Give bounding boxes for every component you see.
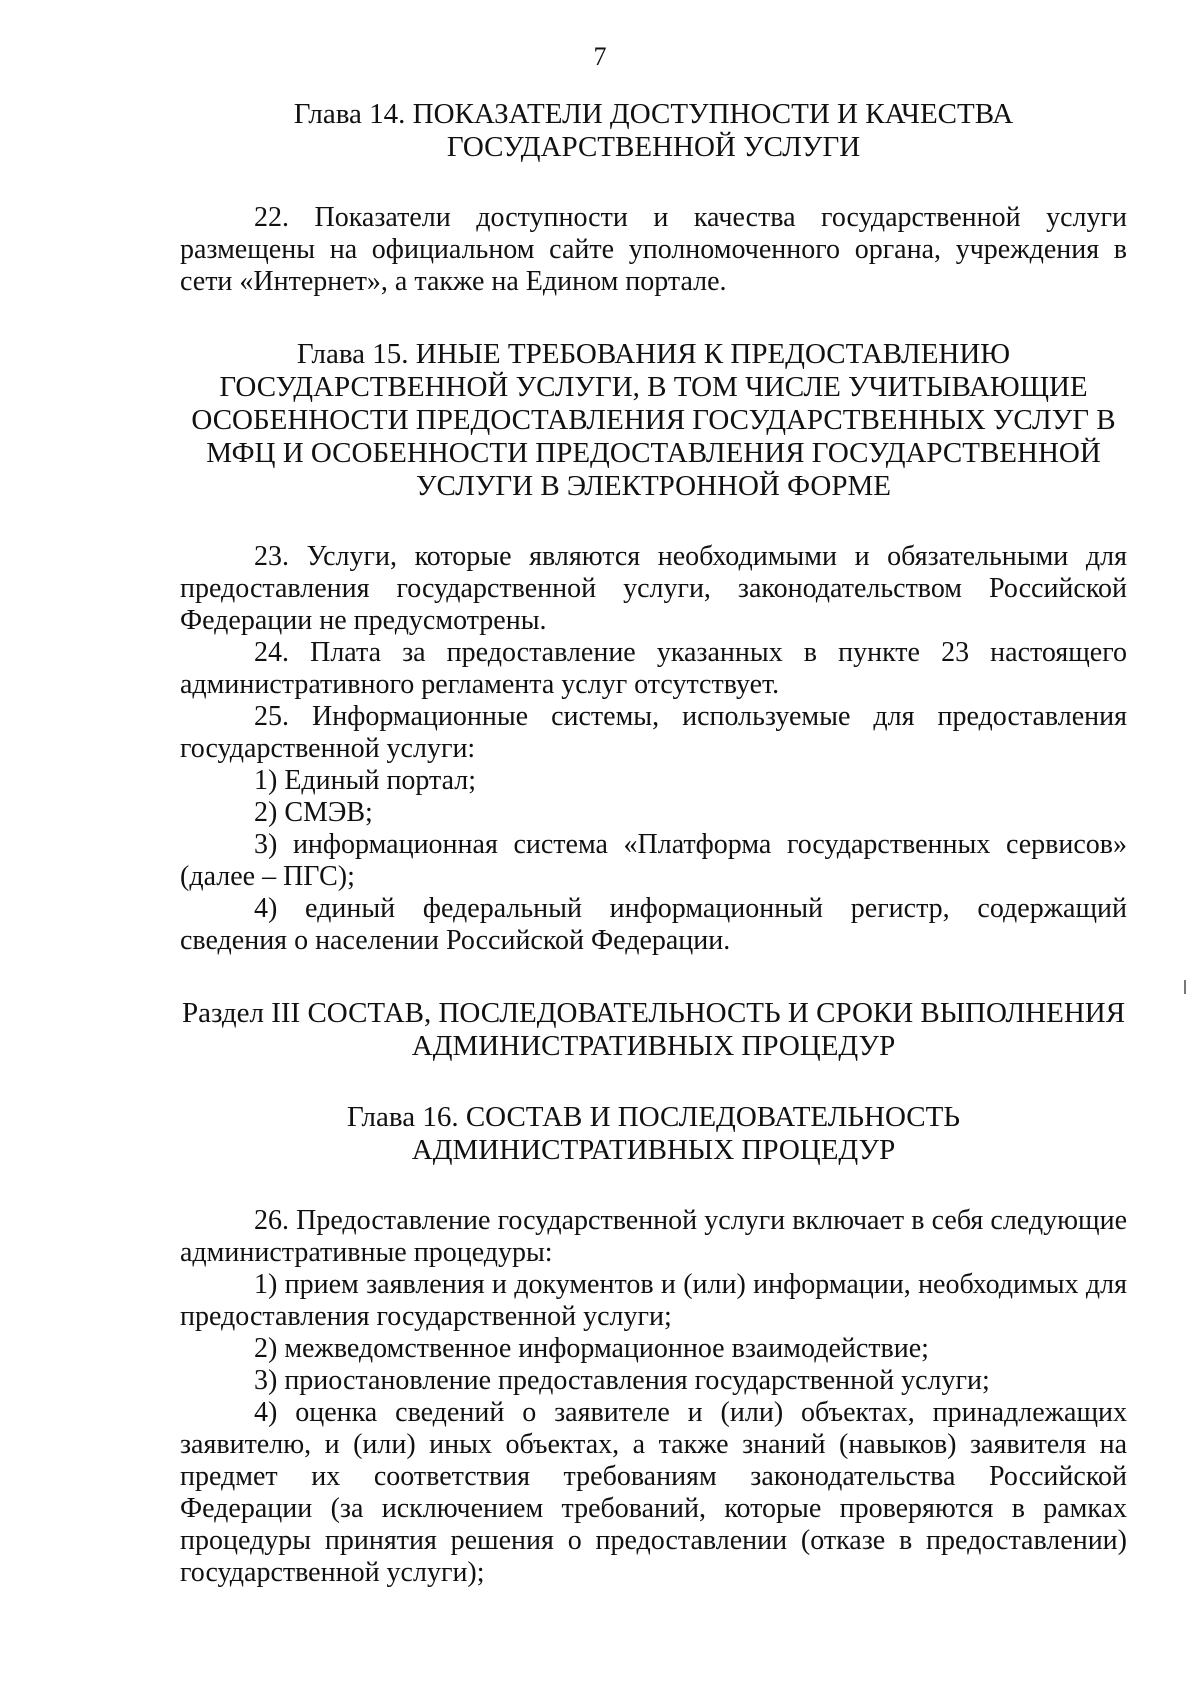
heading-line: ОСОБЕННОСТИ ПРЕДОСТАВЛЕНИЯ ГОСУДАРСТВЕННЫХ УСЛУГ В: [191, 404, 1116, 436]
list-item: 2) СМЭВ;: [254, 797, 373, 828]
heading-line: УСЛУГИ В ЭЛЕКТРОННОЙ ФОРМЕ: [416, 470, 891, 502]
heading-line: Глава 14. ПОКАЗАТЕЛИ ДОСТУПНОСТИ И КАЧЕСТВА: [293, 98, 1014, 130]
scan-artifact: [1184, 980, 1186, 994]
paragraph-26: 26. Предоставление государственной услуги включает в себя следующие административные процедуры:: [180, 1205, 1127, 1268]
chapter-14-heading: [180, 98, 1127, 164]
heading-line: Раздел III СОСТАВ, ПОСЛЕДОВАТЕЛЬНОСТЬ И СРОКИ ВЫПОЛНЕНИЯ: [181, 997, 1126, 1029]
paragraph-23: 23. Услуги, которые являются необходимыми и обязательными для предоставления государственной услуги, законодательством Российской Федерации не предусмотрены.: [180, 541, 1127, 636]
list-item: 3) информационная система «Платформа государственных сервисов» (далее – ПГС);: [180, 829, 1127, 892]
list-item: 2) межведомственное информационное взаимодействие;: [254, 1333, 929, 1364]
heading-line: ГОСУДАРСТВЕННОЙ УСЛУГИ: [446, 131, 861, 163]
chapter-15-heading: [180, 338, 1127, 503]
paragraph-25: 25. Информационные системы, используемые для предоставления государственной услуги:: [180, 701, 1127, 764]
chapter-16-heading: [180, 1101, 1127, 1167]
heading-line: АДМИНИСТРАТИВНЫХ ПРОЦЕДУР: [411, 1030, 896, 1062]
section-3-heading: [180, 997, 1127, 1063]
list-item: 1) прием заявления и документов и (или) информации, необходимых для предоставления государственной услуги;: [180, 1269, 1127, 1332]
document-body: [180, 98, 1127, 1589]
page-number: 7: [593, 42, 607, 71]
heading-line: ГОСУДАРСТВЕННОЙ УСЛУГИ, В ТОМ ЧИСЛЕ УЧИТЫВАЮЩИЕ: [219, 371, 1088, 403]
list-item: 1) Единый портал;: [254, 765, 477, 796]
list-item: 3) приостановление предоставления государственной услуги;: [254, 1365, 990, 1396]
paragraph-22: 22. Показатели доступности и качества государственной услуги размещены на официальном сайте уполномоченного органа, учреждения в сети «Интернет», а также на Едином портале.: [180, 202, 1127, 297]
heading-line: МФЦ И ОСОБЕННОСТИ ПРЕДОСТАВЛЕНИЯ ГОСУДАРСТВЕННОЙ: [206, 437, 1101, 469]
paragraph-24: 24. Плата за предоставление указанных в пункте 23 настоящего административного регламента услуг отсутствует.: [180, 637, 1127, 700]
heading-line: АДМИНИСТРАТИВНЫХ ПРОЦЕДУР: [411, 1134, 896, 1166]
heading-line: Глава 15. ИНЫЕ ТРЕБОВАНИЯ К ПРЕДОСТАВЛЕНИЮ: [296, 338, 1011, 370]
list-item: 4) оценка сведений о заявителе и (или) объектах, принадлежащих заявителю, и (или) иных объектах, а также знаний (навыков) заявителя на предмет их соответствия требованиям законодательства Российской Федерации (за исключением требований, которые проверяются в рамках процедуры принятия решения о предоставлении (отказе в предоставлении) государственной услуги);: [180, 1397, 1127, 1588]
list-item: 4) единый федеральный информационный регистр, содержащий сведения о населении Российской Федерации.: [180, 893, 1127, 956]
heading-line: Глава 16. СОСТАВ И ПОСЛЕДОВАТЕЛЬНОСТЬ: [346, 1101, 961, 1133]
